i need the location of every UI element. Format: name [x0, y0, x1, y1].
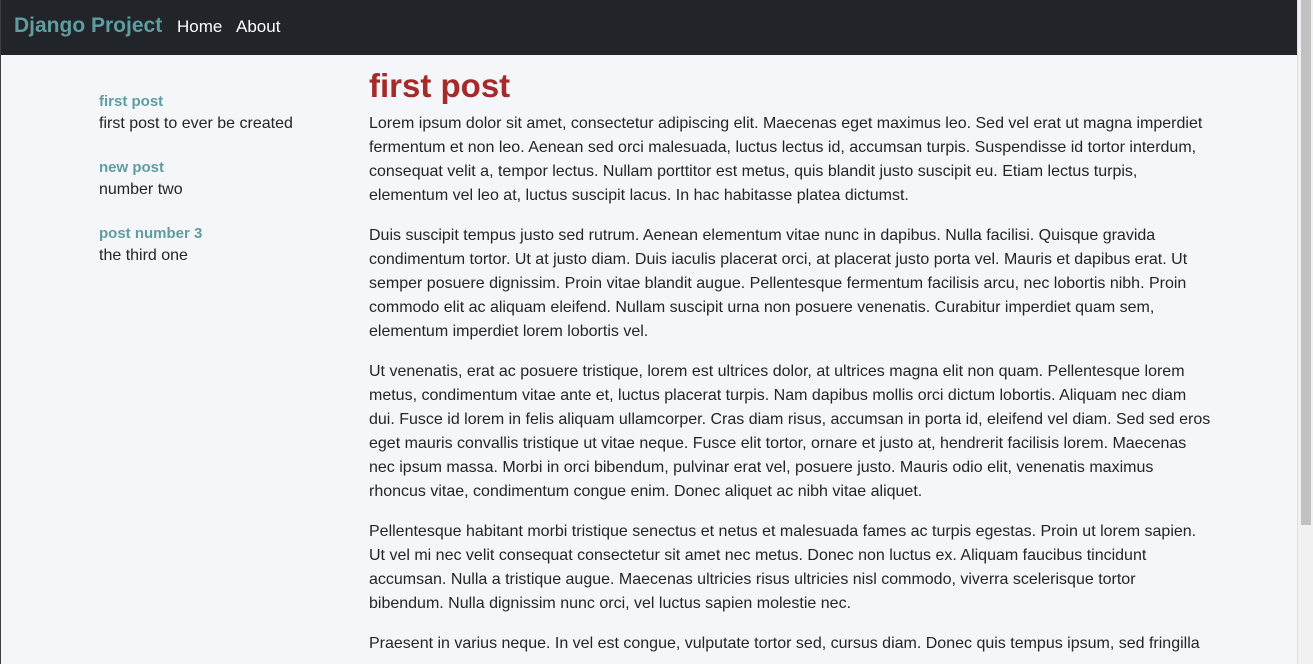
scrollbar-thumb[interactable]	[1301, 0, 1311, 525]
sidebar	[99, 92, 339, 290]
sidebar-item	[99, 158, 339, 202]
sidebar-post-link[interactable]: first post	[99, 93, 164, 110]
sidebar-item	[99, 224, 339, 268]
sidebar-item	[99, 92, 339, 136]
nav-link-about[interactable]: About	[236, 17, 281, 36]
vertical-scrollbar[interactable]	[1297, 0, 1313, 664]
sidebar-post-description: first post to ever be created	[99, 115, 293, 132]
post-paragraph: Praesent in varius neque. In vel est congue, vulputate tortor sed, cursus diam. Donec quis tempus ipsum, sed fringilla	[369, 635, 1200, 652]
post-paragraph: Ut venenatis, erat ac posuere tristique, lorem est ultrices dolor, at ultrices magna elit non quam. Pellentesque lorem metus, condimentum vitae ante et, luctus placerat turpis. Nam dapibus mollis orci dictum lobortis. Aliquam nec diam dui. Fusce id lorem in felis aliquam ullamcorper. Cras diam risus, accumsan in porta id, eleifend vel diam. Sed sed eros eget mauris convallis tristique ut vitae neque. Fusce elit tortor, ornare et justo at, hendrerit facilisis lorem. Maecenas nec ipsum massa. Morbi in orci bibendum, pulvinar erat vel, posuere justo. Mauris odio elit, venenatis maximus rhoncus vitae, condimentum congue enim. Donec aliquet ac nibh vitae aliquet.	[369, 363, 1211, 500]
sidebar-post-link[interactable]: post number 3	[99, 225, 203, 242]
nav-link-home[interactable]: Home	[177, 17, 223, 36]
sidebar-post-description: number two	[99, 181, 183, 198]
post-paragraph: Duis suscipit tempus justo sed rutrum. Aenean elementum vitae nunc in dapibus. Nulla facilisi. Quisque gravida condimentum tortor. Ut at justo diam. Duis iaculis placerat orci, at placerat justo porta vel. Mauris et dapibus erat. Ut semper posuere dignissim. Proin vitae blandit augue. Pellentesque fermentum facilisis arcu, nec lobortis nibh. Proin commodo elit ac aliquam eleifend. Nullam suscipit urna non posuere venenatis. Curabitur imperdiet quam sem, elementum imperdiet lorem lobortis vel.	[369, 227, 1188, 340]
post-paragraph: Pellentesque habitant morbi tristique senectus et netus et malesuada fames ac turpis egestas. Proin ut lorem sapien. Ut vel mi nec velit consequat consectetur sit amet nec metus. Donec non luctus ex. Aliquam faucibus tincidunt accumsan. Nulla a tristique augue. Maecenas ultricies risus ultricies nisl commodo, viverra scelerisque tortor bibendum. Nulla dignissim nunc orci, vel luctus sapien molestie nec.	[369, 523, 1197, 612]
navbar	[1, 0, 1298, 55]
brand-link[interactable]: Django Project	[14, 14, 163, 37]
post-content	[369, 64, 1214, 664]
post-title: first post	[369, 67, 511, 104]
post-paragraph: Lorem ipsum dolor sit amet, consectetur adipiscing elit. Maecenas eget maximus leo. Sed vel erat ut magna imperdiet fermentum et non leo. Aenean sed orci malesuada, luctus lectus id, accumsan turpis. Suspendisse id tortor interdum, consequat velit a, tempor lectus. Nullam porttitor est metus, quis blandit justo suscipit eu. Etiam lectus turpis, elementum vel leo at, luctus suscipit lacus. In hac habitasse platea dictumst.	[369, 115, 1203, 204]
sidebar-post-link[interactable]: new post	[99, 159, 165, 176]
sidebar-post-description: the third one	[99, 247, 188, 264]
